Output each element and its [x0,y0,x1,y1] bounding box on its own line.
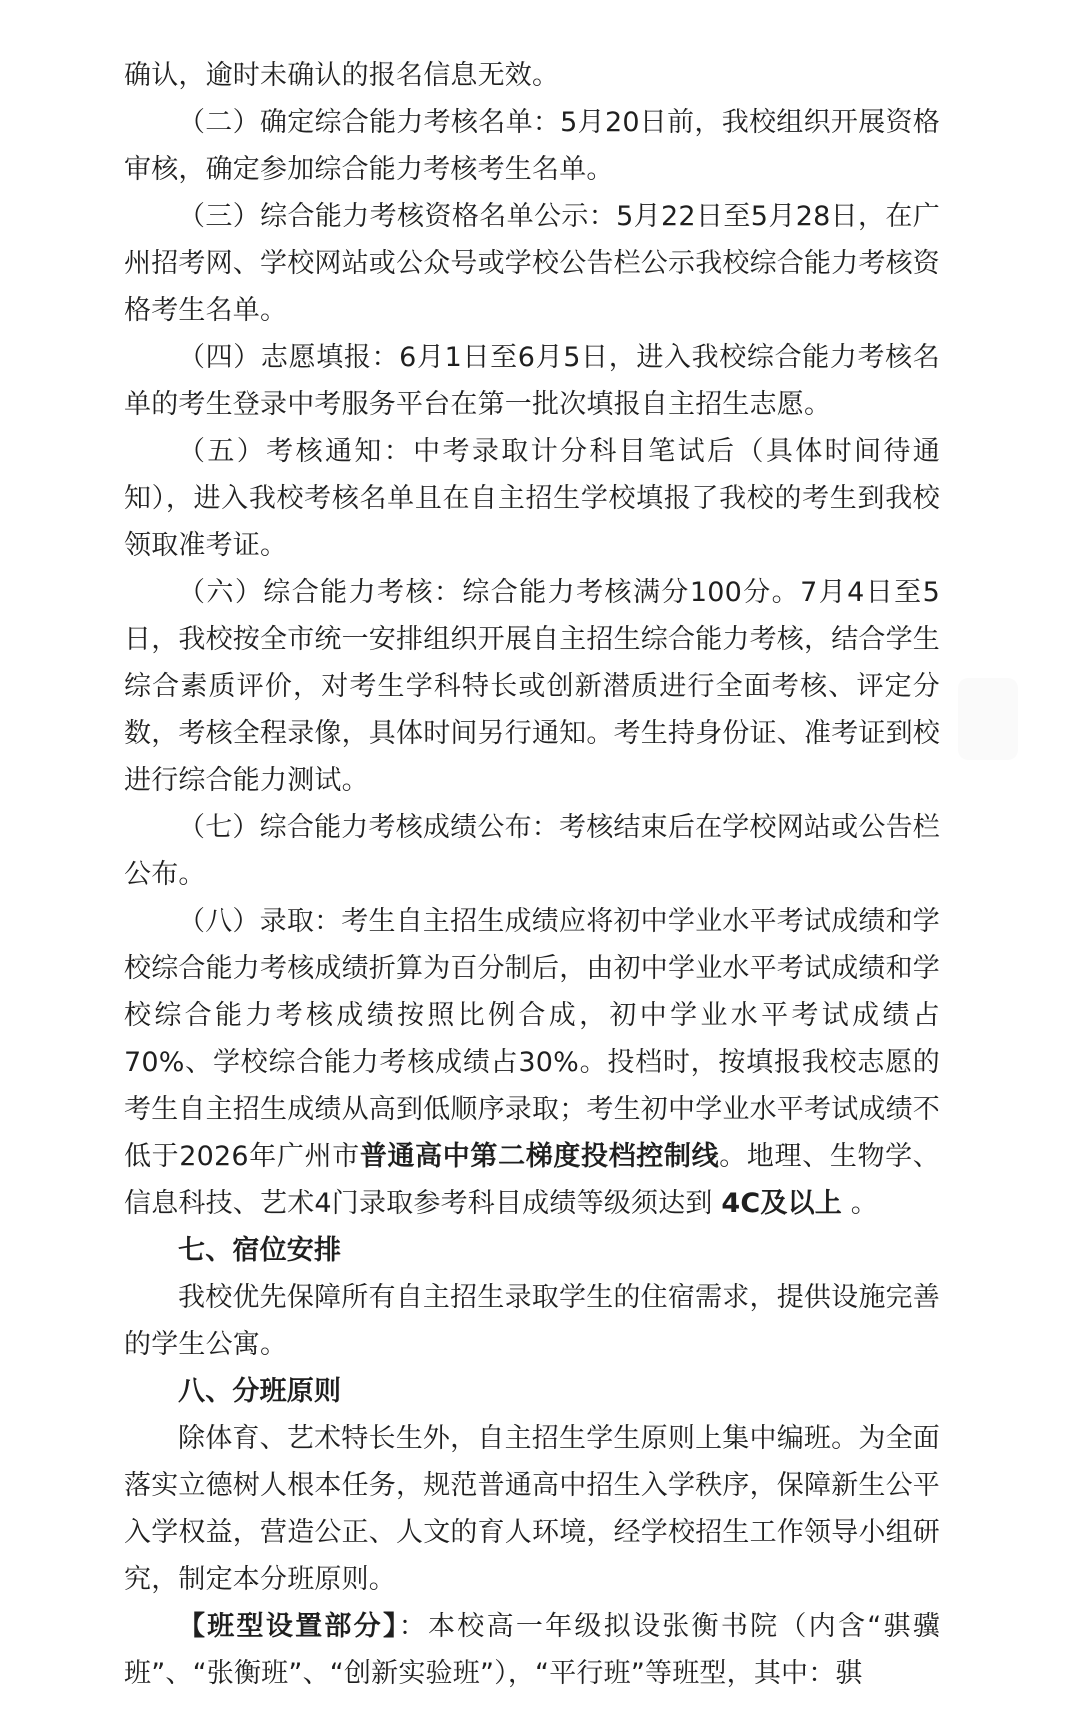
admission-text-part-2: 。地理、生物学、信息科技、艺术4门录取参考科目成绩等级须达到 [124,1141,940,1219]
section-heading-accommodation: 七、宿位安排 [178,1235,342,1266]
paragraph-class-division: 除体育、艺术特长生外，自主招生学生原则上集中编班。为全面落实立德树人根本任务，规范普通高中招生入学秩序，保障新生公平入学权益，营造公正、人文的育人环境，经学校招生工作领导小组研究，制定本分班原则。 [124,1423,940,1595]
admission-text-part-1: （八）录取：考生自主招生成绩应将初中学业水平考试成绩和学校综合能力考核成绩折算为百分制后，由初中学业水平考试成绩和学校综合能力考核成绩按照比例合成，初中学业水平考试成绩占70%、学校综合能力考核成绩占30%。投档时，按填报我校志愿的考生自主招生成绩从高到低顺序录取；考生初中学业水平考试成绩不低于2026年广州市 [124,906,940,1172]
section-heading-class-division: 八、分班原则 [178,1376,342,1407]
class-type-section-label: 【班型设置部分】 [178,1611,399,1642]
admission-bold-grade: 4C及以上 [721,1188,842,1219]
paragraph-application: （四）志愿填报：6月1日至6月5日，进入我校综合能力考核名单的考生登录中考服务平台在第一批次填报自主招生志愿。 [124,342,940,420]
admission-bold-control-line: 普通高中第二梯度投档控制线 [359,1141,720,1172]
paragraph-assessment: （六）综合能力考核：综合能力考核满分100分。7月4日至5日，我校按全市统一安排组织开展自主招生综合能力考核，结合学生综合素质评价，对考生学科特长或创新潜质进行全面考核、评定分数，考核全程录像，具体时间另行通知。考生持身份证、准考证到校进行综合能力测试。 [124,577,940,796]
paragraph-notice: （五）考核通知：中考录取计分科目笔试后（具体时间待通知），进入我校考核名单且在自主招生学校填报了我校的考生到我校领取准考证。 [124,436,940,561]
paragraph-accommodation: 我校优先保障所有自主招生录取学生的住宿需求，提供设施完善的学生公寓。 [124,1282,940,1360]
paragraph-results: （七）综合能力考核成绩公布：考核结束后在学校网站或公告栏公布。 [124,812,940,890]
paragraph-list-name: （二）确定综合能力考核名单：5月20日前，我校组织开展资格审核，确定参加综合能力考核考生名单。 [124,107,940,185]
paragraph-admission [124,898,940,1227]
document-body [124,52,940,1697]
faint-watermark-shape [958,678,1018,760]
paragraph-class-types [124,1603,940,1697]
paragraph-publicity: （三）综合能力考核资格名单公示：5月22日至5月28日，在广州招考网、学校网站或公众号或学校公告栏公示我校综合能力考核资格考生名单。 [124,201,940,326]
paragraph-confirmation: 确认，逾时未确认的报名信息无效。 [124,60,560,91]
admission-text-part-3: 。 [841,1188,878,1219]
class-type-text: ：本校高一年级拟设张衡书院（内含“骐骥班”、“张衡班”、“创新实验班”），“平行班”等班型，其中：骐 [124,1611,940,1689]
